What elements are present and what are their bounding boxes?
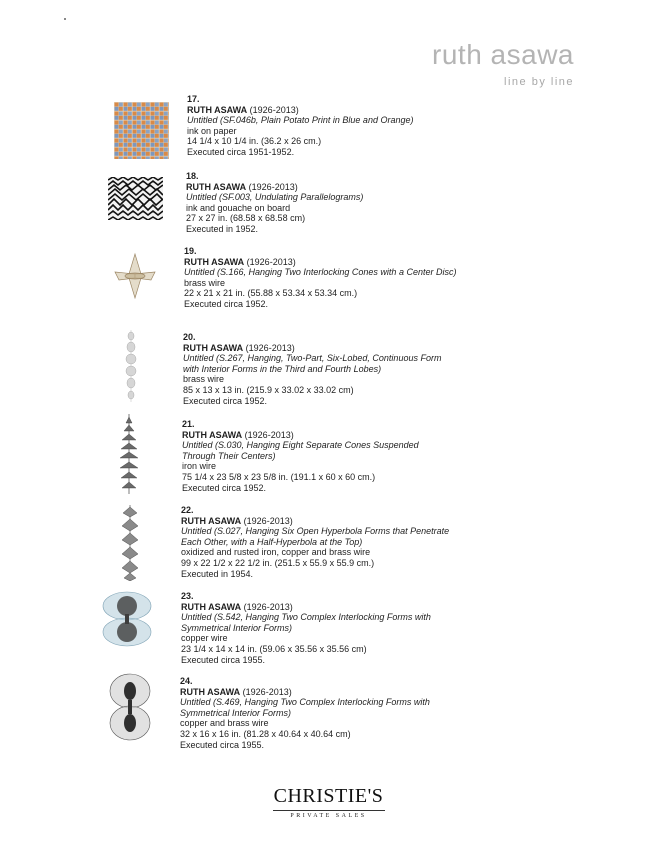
- lot-dimensions: 85 x 13 x 13 in. (215.9 x 33.02 x 33.02 cm): [183, 384, 354, 395]
- lot-number: 23.: [181, 591, 194, 601]
- lot-artist: RUTH ASAWA (1926-2013): [184, 256, 296, 267]
- lot-number: 21.: [182, 419, 195, 429]
- lot-artist: RUTH ASAWA (1926-2013): [181, 515, 293, 526]
- lot-executed: Executed circa 1955.: [181, 654, 266, 665]
- lot-artist: RUTH ASAWA (1926-2013): [183, 342, 295, 353]
- lot-executed: Executed circa 1952.: [184, 298, 269, 309]
- lot-20-image: [121, 330, 141, 402]
- lot-23-image: [98, 590, 156, 648]
- lot-18-image: [108, 177, 163, 220]
- lot-entry: [187, 94, 413, 158]
- christies-logo: [0, 785, 657, 819]
- lot-21-image: [116, 414, 142, 494]
- lot-number: 17.: [187, 94, 200, 104]
- lot-artist: RUTH ASAWA (1926-2013): [186, 181, 298, 192]
- lot-dimensions: 14 1/4 x 10 1/4 in. (36.2 x 26 cm.): [187, 136, 322, 147]
- lot-entry: [182, 419, 442, 493]
- brand-header: [432, 40, 574, 88]
- lot-dimensions: 27 x 27 in. (68.58 x 68.58 cm): [186, 213, 306, 224]
- lot-executed: Executed circa 1952.: [182, 482, 267, 493]
- scan-speck: [64, 18, 66, 20]
- brand-name: ruth asawa: [432, 39, 574, 70]
- lot-artist: RUTH ASAWA (1926-2013): [187, 104, 299, 115]
- brand-subtitle: line by line: [504, 76, 574, 88]
- lot-executed: Executed in 1954.: [181, 568, 254, 579]
- lot-number: 24.: [180, 676, 193, 686]
- lot-title: Untitled (S.267, Hanging, Two-Part, Six-Lobed, Continuous Form with Interior Forms in the Third and Fourth Lobes): [183, 353, 442, 374]
- lot-medium: brass wire: [183, 374, 225, 385]
- lot-22-image: [117, 505, 143, 581]
- lot-title: Untitled (S.166, Hanging Two Interlocking Cones with a Center Disc): [184, 267, 457, 278]
- lot-number: 22.: [181, 505, 194, 515]
- lot-dimensions: 32 x 16 x 16 in. (81.28 x 40.64 x 40.64 cm): [180, 728, 351, 739]
- lot-entry: [181, 505, 456, 579]
- lot-executed: Executed circa 1951-1952.: [187, 146, 295, 157]
- lot-number: 18.: [186, 171, 199, 181]
- lot-17-image: [114, 102, 169, 159]
- lot-executed: Executed in 1952.: [186, 223, 259, 234]
- lot-title: Untitled (S.030, Hanging Eight Separate Cones Suspended Through Their Centers): [182, 440, 419, 461]
- lot-number: 19.: [184, 246, 197, 256]
- logo-divider: [273, 810, 385, 811]
- lot-title: Untitled (S.027, Hanging Six Open Hyperbola Forms that Penetrate Each Other, with a Half-Hyperbola at the Top): [181, 526, 450, 547]
- logo-tagline: PRIVATE SALES: [290, 813, 367, 819]
- lot-medium: ink on paper: [187, 125, 237, 136]
- lot-medium: iron wire: [182, 461, 217, 472]
- lot-entry: [183, 332, 458, 406]
- lot-24-image: [107, 672, 153, 742]
- lot-executed: Executed circa 1952.: [183, 395, 268, 406]
- lot-entry: [180, 676, 455, 750]
- lot-entry: [184, 246, 469, 310]
- lot-medium: copper and brass wire: [180, 718, 269, 729]
- lot-title: Untitled (S.542, Hanging Two Complex Interlocking Forms with Symmetrical Interior Forms): [181, 612, 431, 633]
- lot-dimensions: 75 1/4 x 23 5/8 x 23 5/8 in. (191.1 x 60 x 60 cm.): [182, 471, 376, 482]
- lot-19-image: [113, 252, 157, 300]
- lot-executed: Executed circa 1955.: [180, 739, 265, 750]
- lot-title: Untitled (SF.046b, Plain Potato Print in Blue and Orange): [187, 115, 414, 126]
- lot-title: Untitled (S.469, Hanging Two Complex Interlocking Forms with Symmetrical Interior Forms): [180, 697, 430, 718]
- lot-artist: RUTH ASAWA (1926-2013): [182, 429, 294, 440]
- lot-entry: [181, 591, 456, 665]
- lot-artist: RUTH ASAWA (1926-2013): [180, 686, 292, 697]
- lot-dimensions: 99 x 22 1/2 x 22 1/2 in. (251.5 x 55.9 x 55.9 cm.): [181, 557, 375, 568]
- lot-entry: [186, 171, 363, 235]
- lot-medium: copper wire: [181, 633, 228, 644]
- lot-number: 20.: [183, 332, 196, 342]
- lot-dimensions: 23 1/4 x 14 x 14 in. (59.06 x 35.56 x 35.56 cm): [181, 643, 367, 654]
- logo-wordmark: CHRISTIE'S: [273, 785, 384, 807]
- lot-dimensions: 22 x 21 x 21 in. (55.88 x 53.34 x 53.34 cm.): [184, 288, 358, 299]
- lot-medium: oxidized and rusted iron, copper and brass wire: [181, 547, 371, 558]
- lot-title: Untitled (SF.003, Undulating Parallelograms): [186, 192, 364, 203]
- lot-medium: ink and gouache on board: [186, 202, 291, 213]
- lot-medium: brass wire: [184, 277, 226, 288]
- lot-artist: RUTH ASAWA (1926-2013): [181, 601, 293, 612]
